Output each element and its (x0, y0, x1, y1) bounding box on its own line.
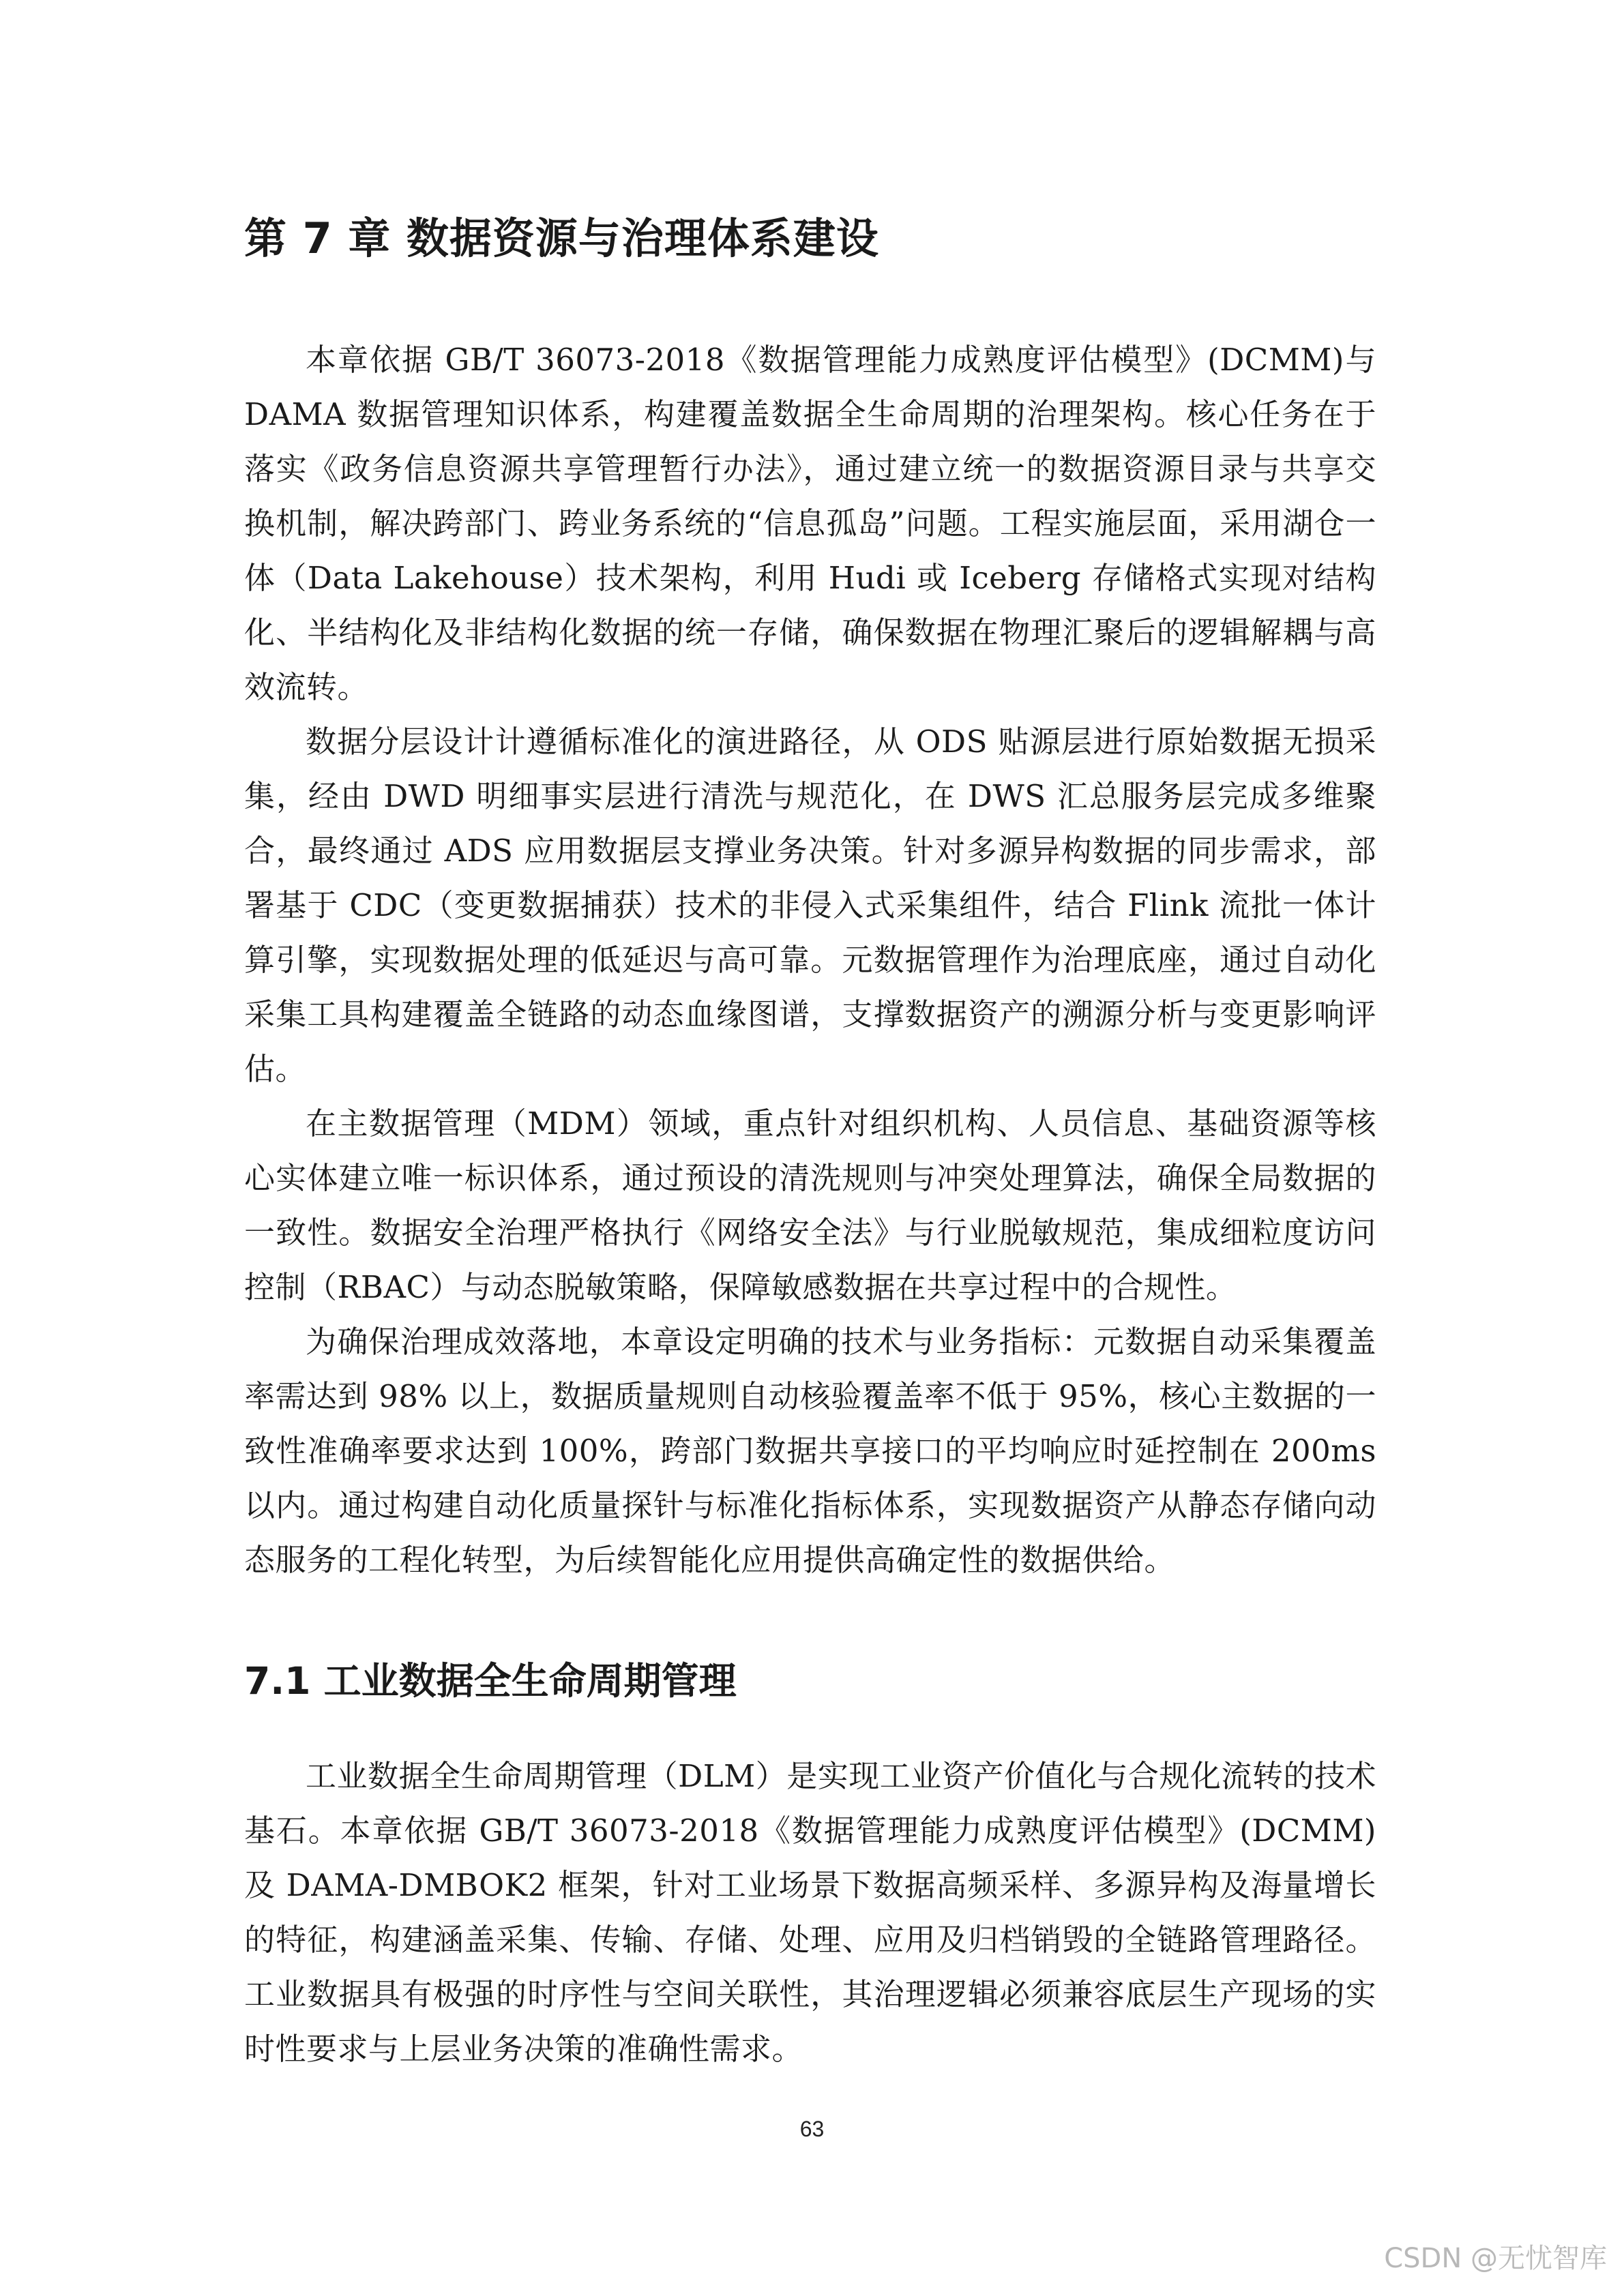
paragraph: 为确保治理成效落地，本章设定明确的技术与业务指标：元数据自动采集覆盖率需达到 98% 以上，数据质量规则自动核验覆盖率不低于 95%，核心主数据的一致性准确率要求达到 100%，跨部门数据共享接口的平均响应时延控制在 200ms 以内。通过构建自动化质量探针与标准化指标体系，实现数据资产从静态存储向动态服务的工程化转型，为后续智能化应用提供高确定性的数据供给。 (244, 1324, 1376, 1578)
paragraph: 在主数据管理（MDM）领域，重点针对组织机构、人员信息、基础资源等核心实体建立唯一标识体系，通过预设的清洗规则与冲突处理算法，确保全局数据的一致性。数据安全治理严格执行《网络安全法》与行业脱敏规范，集成细粒度访问控制（RBAC）与动态脱敏策略，保障敏感数据在共享过程中的合规性。 (244, 1105, 1376, 1305)
chapter-title: 第 7 章 数据资源与治理体系建设 (244, 213, 879, 263)
paragraph: 工业数据全生命周期管理（DLM）是实现工业资产价值化与合规化流转的技术基石。本章依据 GB/T 36073-2018《数据管理能力成熟度评估模型》(DCMM)及 DAMA-DMBOK2 框架，针对工业场景下数据高频采样、多源异构及海量增长的特征，构建涵盖采集、传输、存储、处理、应用及归档销毁的全链路管理路径。工业数据具有极强的时序性与空间关联性，其治理逻辑必须兼容底层生产现场的实时性要求与上层业务决策的准确性需求。 (244, 1758, 1376, 2067)
section-body (244, 1749, 1376, 2076)
section-title: 7.1 工业数据全生命周期管理 (244, 1659, 737, 1703)
page-number: 63 (799, 2117, 825, 2141)
chapter-body (244, 333, 1376, 1587)
watermark: CSDN @无忧智库 (1384, 2243, 1607, 2274)
paragraph: 数据分层设计计遵循标准化的演进路径，从 ODS 贴源层进行原始数据无损采集，经由 DWD 明细事实层进行清洗与规范化，在 DWS 汇总服务层完成多维聚合，最终通过 ADS 应用数据层支撑业务决策。针对多源异构数据的同步需求，部署基于 CDC（变更数据捕获）技术的非侵入式采集组件，结合 Flink 流批一体计算引擎，实现数据处理的低延迟与高可靠。元数据管理作为治理底座，通过自动化采集工具构建覆盖全链路的动态血缘图谱，支撑数据资产的溯源分析与变更影响评估。 (244, 724, 1376, 1087)
paragraph: 本章依据 GB/T 36073-2018《数据管理能力成熟度评估模型》(DCMM)与 DAMA 数据管理知识体系，构建覆盖数据全生命周期的治理架构。核心任务在于落实《政务信息资源共享管理暂行办法》，通过建立统一的数据资源目录与共享交换机制，解决跨部门、跨业务系统的“信息孤岛”问题。工程实施层面，采用湖仓一体（Data Lakehouse）技术架构，利用 Hudi 或 Iceberg 存储格式实现对结构化、半结构化及非结构化数据的统一存储，确保数据在物理汇聚后的逻辑解耦与高效流转。 (244, 342, 1376, 705)
